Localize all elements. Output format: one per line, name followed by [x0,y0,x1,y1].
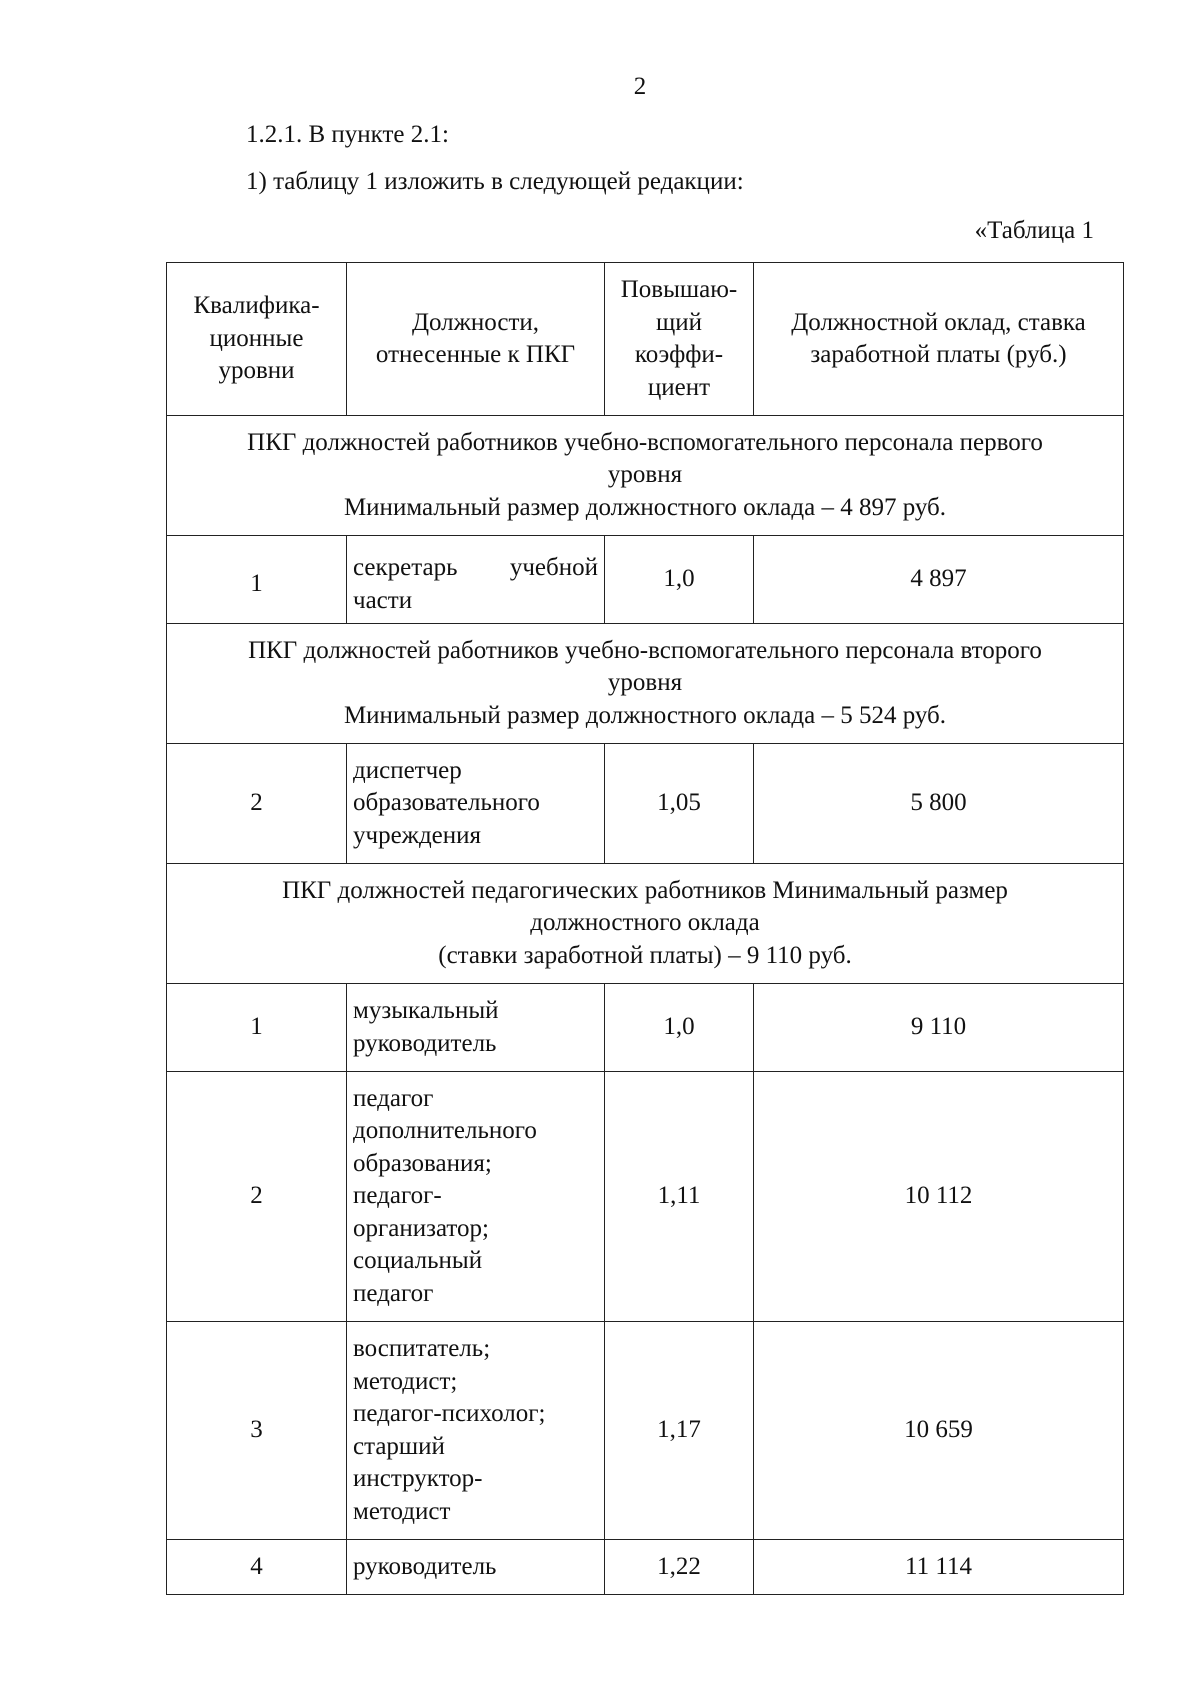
cell-coefficient: 1,05 [605,744,754,864]
header-qualification-levels: Квалифика- ционные уровни [167,263,347,416]
page-number: 2 [633,73,647,100]
cell-coefficient: 1,22 [605,1540,754,1595]
table-row [167,1072,1124,1322]
paragraph-clause: 1.2.1. В пункте 2.1: [246,121,449,148]
cell-level: 3 [167,1322,347,1540]
cell-position: музыкальный руководитель [347,984,605,1072]
cell-salary: 5 800 [754,744,1124,864]
cell-level: 1 [167,536,347,624]
group-header-support-staff-level-1: ПКГ должностей работников учебно-вспомогательного персонала первого уровня Минимальный размер должностного оклада – 4 897 руб. [167,416,1124,536]
cell-coefficient: 1,0 [605,984,754,1072]
cell-level: 4 [167,1540,347,1595]
cell-salary: 9 110 [754,984,1124,1072]
cell-salary: 11 114 [754,1540,1124,1595]
cell-salary: 10 112 [754,1072,1124,1322]
cell-coefficient: 1,17 [605,1322,754,1540]
group-header-row [167,624,1124,744]
cell-position: руководитель [347,1540,605,1595]
cell-coefficient: 1,11 [605,1072,754,1322]
group-header-support-staff-level-2: ПКГ должностей работников учебно-вспомогательного персонала второго уровня Минимальный размер должностного оклада – 5 524 руб. [167,624,1124,744]
cell-level: 1 [167,984,347,1072]
cell-level: 2 [167,744,347,864]
cell-level: 2 [167,1072,347,1322]
header-positions: Должности, отнесенные к ПКГ [347,263,605,416]
cell-position: секретарь учебной части [347,536,605,624]
cell-salary: 4 897 [754,536,1124,624]
header-salary: Должностной оклад, ставка заработной платы (руб.) [754,263,1124,416]
cell-salary: 10 659 [754,1322,1124,1540]
table-row [167,1540,1124,1595]
table-caption: «Таблица 1 [974,217,1094,244]
cell-position: воспитатель; методист; педагог-психолог; старший инструктор- методист [347,1322,605,1540]
salary-table [166,262,1124,1595]
table-row [167,1322,1124,1540]
cell-position: диспетчер образовательного учреждения [347,744,605,864]
group-header-row [167,864,1124,984]
table-row [167,984,1124,1072]
cell-position: педагог дополнительного образования; педагог- организатор; социальный педагог [347,1072,605,1322]
cell-coefficient: 1,0 [605,536,754,624]
header-coefficient: Повышаю- щий коэффи- циент [605,263,754,416]
group-header-teaching-staff: ПКГ должностей педагогических работников Минимальный размер должностного оклада (ставки заработной платы) – 9 110 руб. [167,864,1124,984]
group-header-row [167,416,1124,536]
table-row [167,744,1124,864]
table-row [167,536,1124,624]
table-header-row [167,263,1124,416]
paragraph-instruction: 1) таблицу 1 изложить в следующей редакции: [246,168,744,195]
